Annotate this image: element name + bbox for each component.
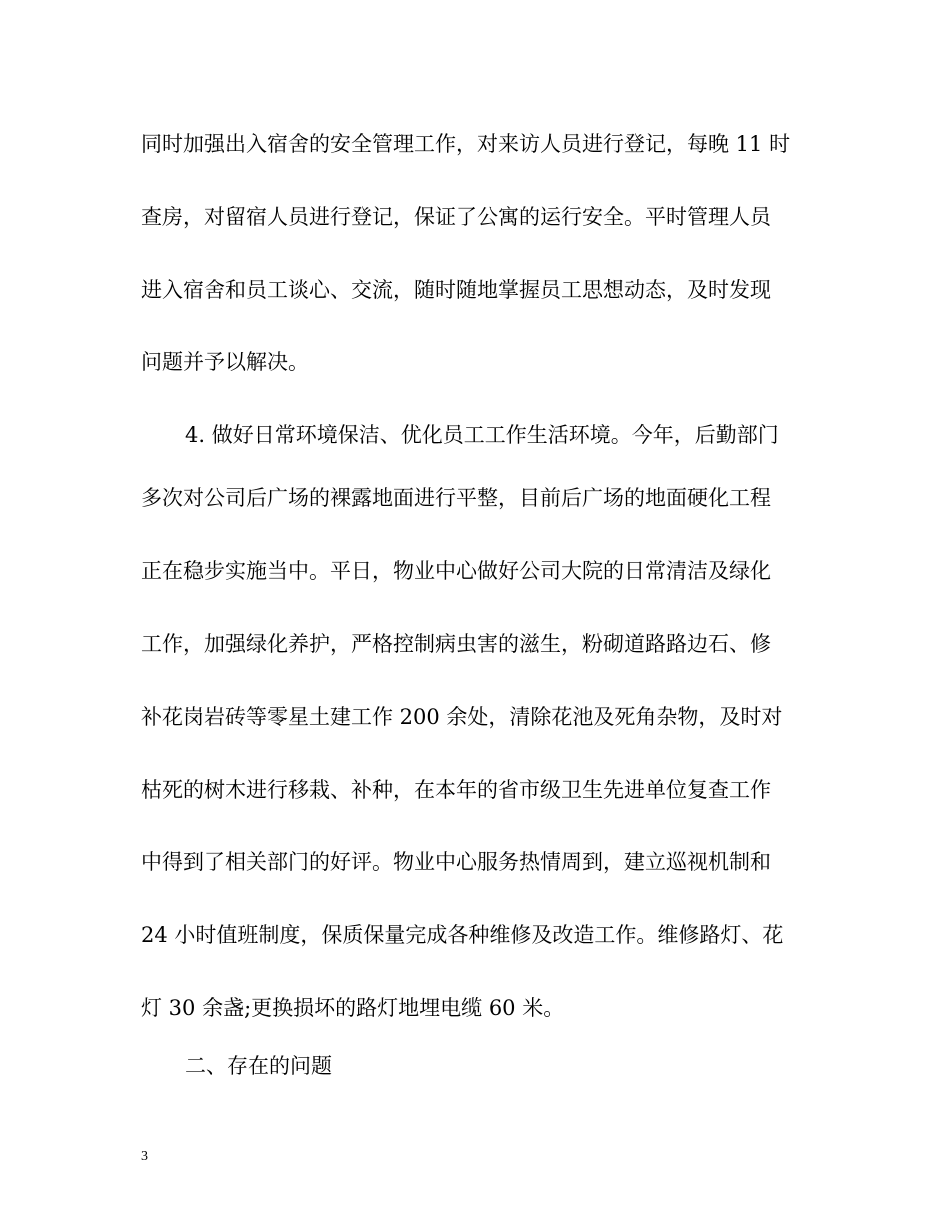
paragraph-line: 多次对公司后广场的裸露地面进行平整，目前后广场的地面硬化工程 [141,486,771,510]
paragraph-line: 中得到了相关部门的好评。物业中心服务热情周到，建立巡视机制和 [141,850,771,874]
paragraph-line: 灯 30 余盏;更换损坏的路灯地埋电缆 60 米。 [141,996,565,1020]
paragraph-line: 24 小时值班制度，保质保量完成各种维修及改造工作。维修路灯、花 [141,923,784,947]
paragraph-line: 查房，对留宿人员进行登记，保证了公寓的运行安全。平时管理人员 [141,205,771,229]
paragraph-line: 工作，加强绿化养护，严格控制病虫害的滋生，粉砌道路路边石、修 [141,632,771,656]
paragraph-line: 枯死的树木进行移栽、补种，在本年的省市级卫生先进单位复查工作 [141,778,771,802]
paragraph-line: 同时加强出入宿舍的安全管理工作，对来访人员进行登记，每晚 11 时 [141,132,791,156]
paragraph-line: 问题并予以解决。 [141,350,309,374]
paragraph-line: 补花岗岩砖等零星土建工作 200 余处，清除花池及死角杂物，及时对 [141,705,783,729]
paragraph-line: 正在稳步实施当中。平日，物业中心做好公司大院的日常清洁及绿化 [141,559,771,583]
paragraph-line: 4. 做好日常环境保洁、优化员工工作生活环境。今年，后勤部门 [185,423,779,447]
paragraph-line: 进入宿舍和员工谈心、交流，随时随地掌握员工思想动态，及时发现 [141,278,771,302]
page-number: 3 [141,1149,148,1164]
section-heading: 二、存在的问题 [185,1054,332,1078]
